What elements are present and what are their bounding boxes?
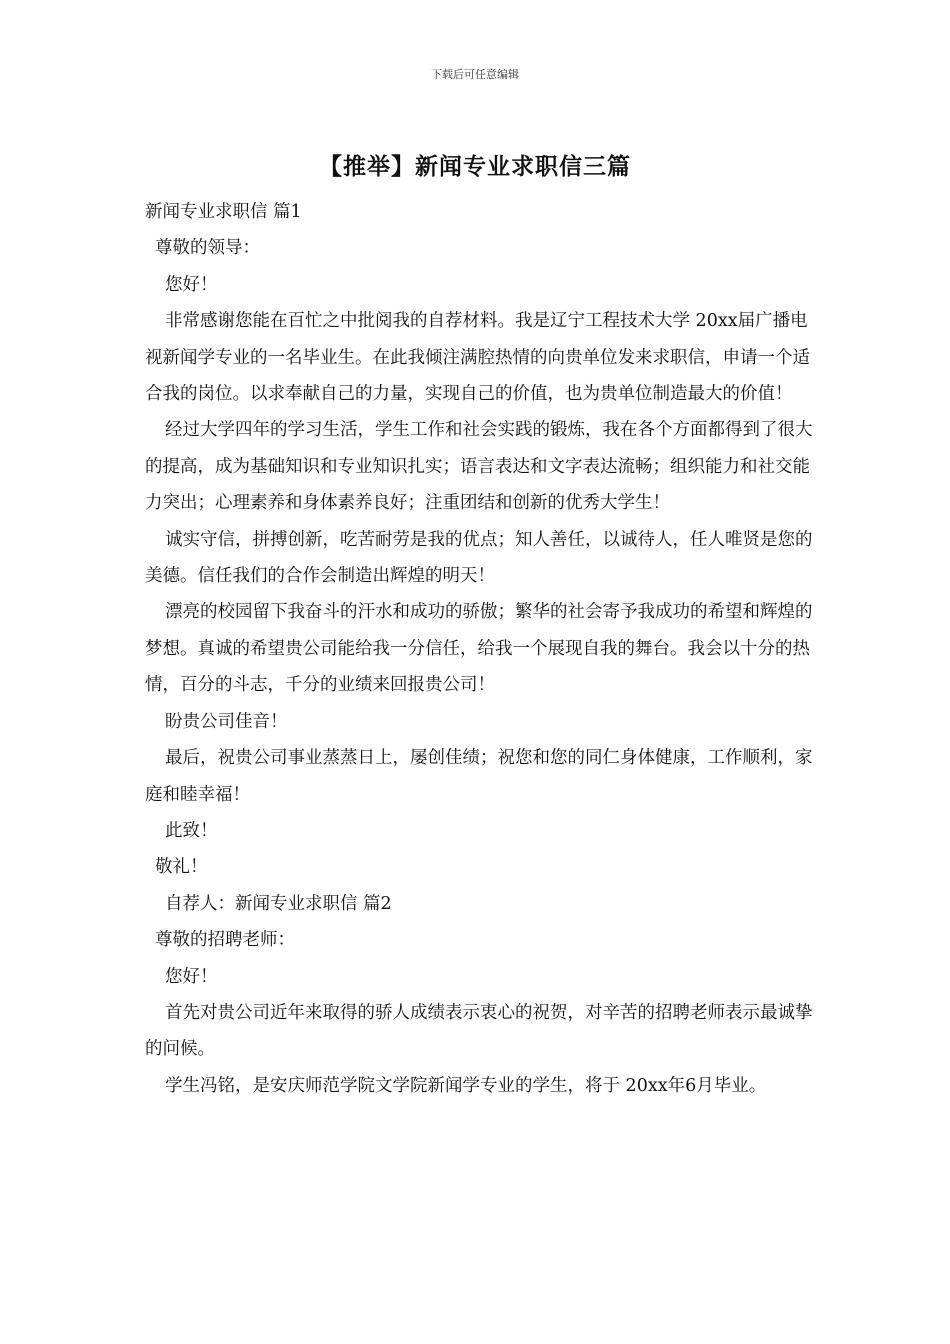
paragraph: 诚实守信，拼搏创新，吃苦耐劳是我的优点；知人善任，以诚待人，任人唯贤是您的美德。信任我们的合作会制造出辉煌的明天！ — [145, 529, 813, 587]
signature-and-section-heading-2: 自荐人：新闻专业求职信 篇2 — [165, 893, 392, 914]
greeting: 您好！ — [165, 274, 218, 295]
paragraph: 学生冯铭，是安庆师范学院文学院新闻学专业的学生，将于 20xx年6月毕业。 — [165, 1075, 767, 1096]
closing-line: 此致！ — [165, 820, 218, 841]
salutation: 尊敬的招聘老师： — [155, 930, 295, 951]
paragraph: 首先对贵公司近年来取得的骄人成绩表示衷心的祝贺，对辛苦的招聘老师表示最诚挚的问候。 — [145, 1002, 813, 1060]
paragraph: 盼贵公司佳音！ — [165, 711, 288, 732]
closing-regards: 敬礼！ — [155, 857, 208, 878]
paragraph: 最后，祝贵公司事业蒸蒸日上，屡创佳绩；祝您和您的同仁身体健康，工作顺利，家庭和睦幸福！ — [145, 748, 813, 805]
paragraph: 漂亮的校园留下我奋斗的汗水和成功的骄傲；繁华的社会寄予我成功的希望和辉煌的梦想。真诚的希望贵公司能给我一分信任，给我一个展现自我的舞台。我会以十分的热情，百分的斗志，千分的业绩来回报贵公司！ — [145, 602, 813, 696]
document-title: 【推举】新闻专业求职信三篇 — [319, 154, 631, 180]
salutation: 尊敬的领导： — [155, 238, 260, 259]
paragraph: 经过大学四年的学习生活，学生工作和社会实践的锻炼，我在各个方面都得到了很大的提高，成为基础知识和专业知识扎实；语言表达和文字表达流畅；组织能力和社交能力突出；心理素养和身体素养良好；注重团结和创新的优秀大学生！ — [145, 420, 813, 514]
paragraph: 非常感谢您能在百忙之中批阅我的自荐材料。我是辽宁工程技术大学 20xx届广播电视新闻学专业的一名毕业生。在此我倾注满腔热情的向贵单位发来求职信，申请一个适合我的岗位。以求奉献自己的力量，实现自己的价值，也为贵单位制造最大的价值！ — [145, 311, 810, 405]
greeting: 您好！ — [165, 966, 218, 987]
document-body — [145, 194, 825, 1104]
section-heading-1: 新闻专业求职信 篇1 — [145, 202, 302, 222]
page-header-note: 下载后可任意编辑 — [431, 68, 519, 81]
